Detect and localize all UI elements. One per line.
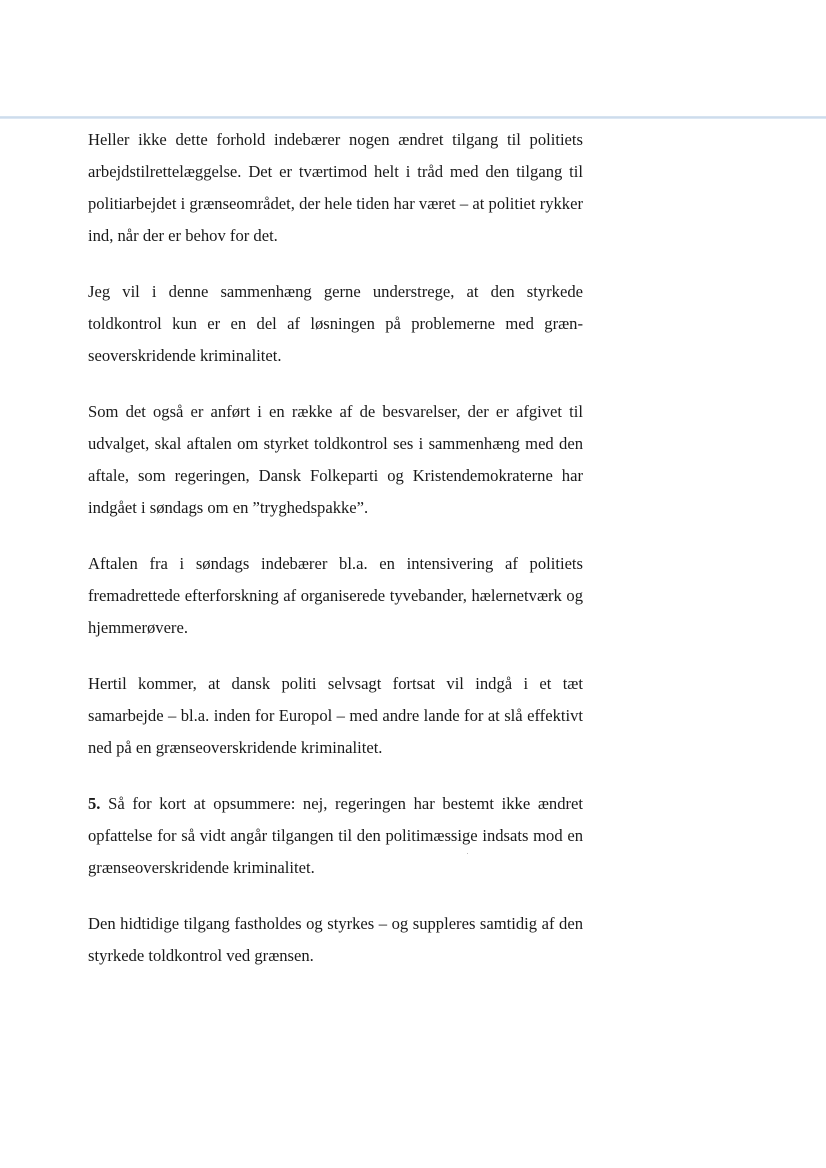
header-rule xyxy=(0,116,826,119)
paragraph-text: Som det også er anført i en række af de besvarelser, der er afgivet til udvalget, skal aftalen om styrket toldkontrol ses i sammenhæng med den aftale, som regeringen, Dansk Folkeparti og Kristendemokraterne har indgået i søndags om en ”tryghedspakke”. xyxy=(88,402,583,517)
paragraph-1 xyxy=(88,124,583,252)
section-number: 5. xyxy=(88,794,101,813)
paragraph-text: Så for kort at opsummere: nej, regeringen har bestemt ikke ændret opfattelse for så vidt angår tilgangen til den politimæssige indsats mod en grænseoverskridende kriminalitet. xyxy=(88,794,583,877)
paragraph-text: Hertil kommer, at dansk politi selvsagt fortsat vil indgå i et tæt samarbejde – bl.a. inden for Europol – med andre lande for at slå effektivt ned på en grænseoverskridende kriminalitet. xyxy=(88,674,583,757)
paragraph-5 xyxy=(88,668,583,764)
paragraph-4 xyxy=(88,548,583,644)
paragraph-text: Den hidtidige tilgang fastholdes og styrkes – og suppleres samtidig af den styrkede toldkontrol ved grænsen. xyxy=(88,914,583,965)
document-body xyxy=(88,124,583,996)
paragraph-6 xyxy=(88,788,583,884)
paragraph-text: Heller ikke dette forhold indebærer nogen ændret tilgang til politiets arbejdstilrettelæggelse. Det er tværtimod helt i tråd med den tilgang til politiarbejdet i grænseområdet, der hele tiden har været – at politiet rykker ind, når der er behov for det. xyxy=(88,130,583,245)
paragraph-3 xyxy=(88,396,583,524)
paragraph-text: Aftalen fra i søndags indebærer bl.a. en intensivering af politiets fremadrettede efterforskning af organiserede tyvebander, hælernetværk og hjemmerøvere. xyxy=(88,554,583,637)
paragraph-2 xyxy=(88,276,583,372)
paragraph-text: Jeg vil i denne sammenhæng gerne understrege, at den styrkede toldkontrol kun er en del af løsningen på problemerne med grænseoverskridende kriminalitet. xyxy=(88,282,583,365)
scan-speck xyxy=(467,853,468,854)
paragraph-7 xyxy=(88,908,583,972)
